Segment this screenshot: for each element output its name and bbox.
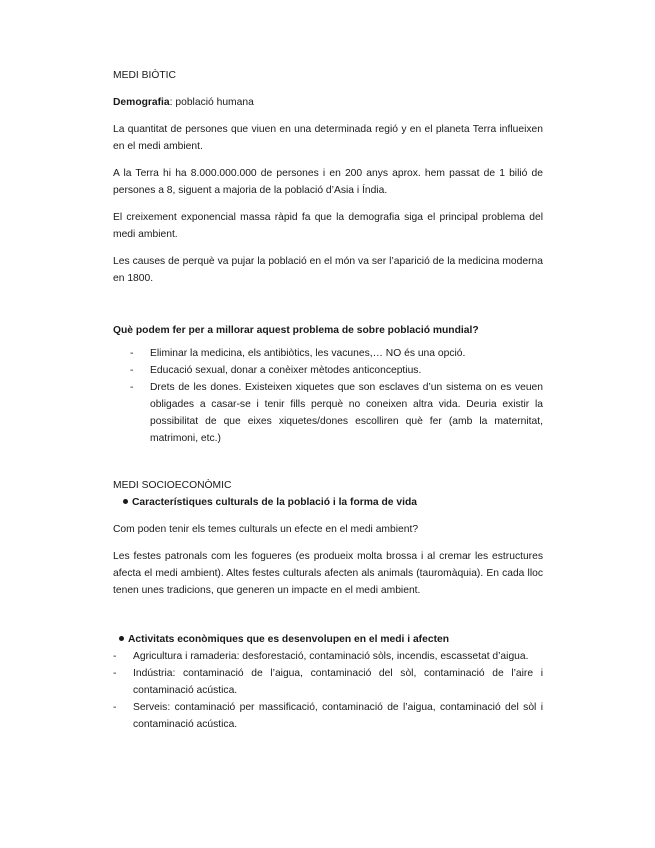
list-marker: - [113, 651, 117, 662]
list-marker: - [130, 348, 134, 359]
list-item: - Agricultura i ramaderia: desforestació, contaminació sòls, incendis, escassetat d’aigua. [113, 648, 543, 665]
bullet-dot-icon [123, 499, 128, 504]
bullet-dot-icon [119, 636, 124, 641]
demografia-line [113, 94, 543, 111]
list-item: - Drets de les dones. Existeixen xiquetes que son esclaves d’un sistema on es veuen obligades a casar-se i tenir fills perquè no coneixen altra vida. Deuria existir la possibilitat de que eixes xiquetes/dones escolliren què fer (amb la maternitat, matrimoni, etc.) [113, 379, 543, 447]
question-title: Què podem fer per a millorar aquest problema de sobre població mundial? [113, 325, 479, 336]
economic-list [113, 648, 543, 733]
demografia-rest: : població humana [169, 97, 254, 108]
heading-medi-socioeconomic: MEDI SOCIOECONÒMIC [113, 480, 232, 491]
cultural-paragraph: Les festes patronals com les fogueres (es produeix molta brossa i al cremar les estructures afecta el medi ambient). Altes festes culturals afecten als animals (tauromàquia). En cada lloc tenen unes tradicions, que generen un impacte en el medi ambient. [113, 551, 543, 596]
list-marker: - [113, 702, 117, 713]
cultural-question: Com poden tenir els temes culturals un efecte en el medi ambient? [113, 524, 419, 535]
paragraph-population-4: Les causes de perquè va pujar la població en el món va ser l’aparició de la medicina moderna en 1800. [113, 256, 543, 284]
list-marker: - [113, 668, 117, 679]
question-list [113, 345, 543, 447]
bullet-heading-cultural: Característiques culturals de la població i la forma de vida [113, 494, 543, 511]
heading-medi-biotic: MEDI BIÒTIC [113, 70, 176, 81]
paragraph-population-2: A la Terra hi ha 8.000.000.000 de persones i en 200 anys aprox. hem passat de 1 bilió de persones a 8, siguent a majoria de la població d’Asia i Índia. [113, 168, 543, 196]
demografia-label: Demografia [113, 97, 170, 108]
list-item: - Indústria: contaminació de l’aigua, contaminació del sòl, contaminació de l’aire i contaminació acústica. [113, 665, 543, 699]
list-marker: - [130, 365, 134, 376]
list-item: - Serveis: contaminació per massificació, contaminació de l’aigua, contaminació del sòl i contaminació acústica. [113, 699, 543, 733]
paragraph-population-1: La quantitat de persones que viuen en una determinada regió y en el planeta Terra influeixen en el medi ambient. [113, 124, 543, 152]
document-body [113, 67, 543, 733]
bullet-heading-economic: Activitats econòmiques que es desenvolupen en el medi i afecten [113, 631, 543, 648]
list-item: - Educació sexual, donar a conèixer mètodes anticonceptius. [113, 362, 543, 379]
list-marker: - [130, 382, 134, 393]
paragraph-population-3: El creixement exponencial massa ràpid fa que la demografia siga el principal problema del medi ambient. [113, 212, 543, 240]
list-item: - Eliminar la medicina, els antibiòtics, les vacunes,… NO és una opció. [113, 345, 543, 362]
